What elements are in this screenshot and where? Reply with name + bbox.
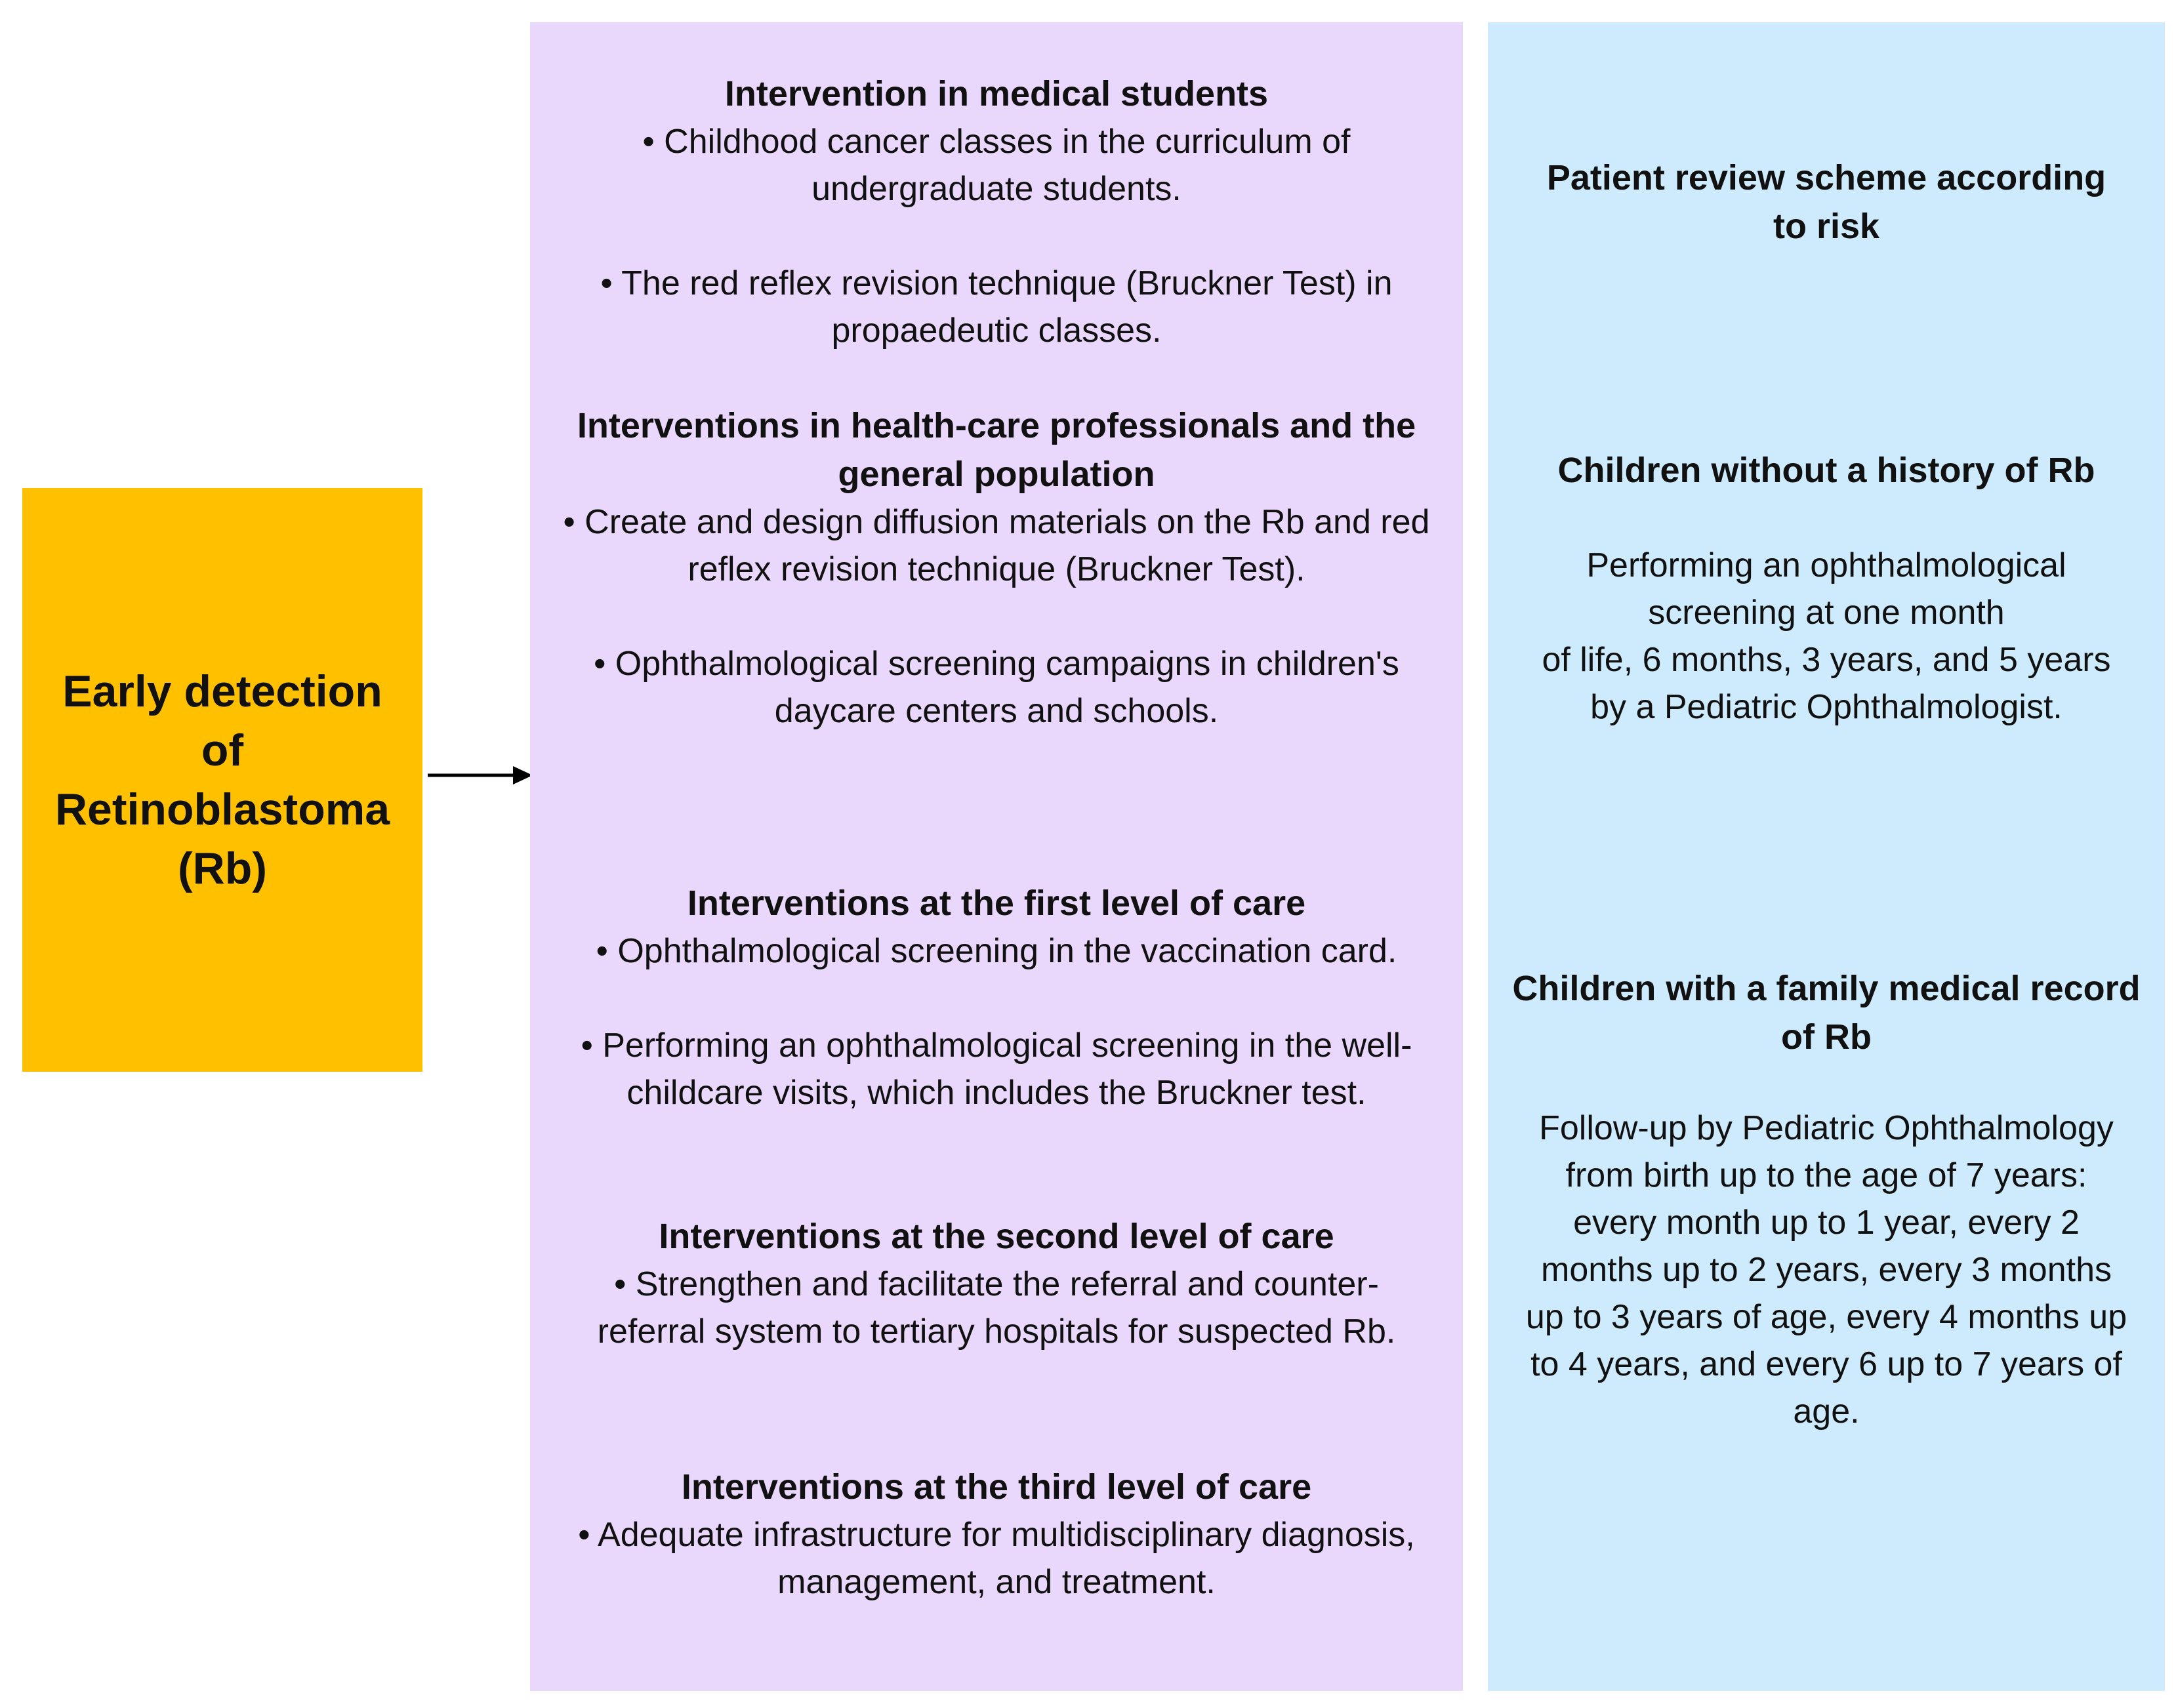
patient-review-panel [1488,22,2165,1691]
section-heading: Interventions at the second level of care [659,1217,1334,1256]
section-heading: Interventions at the third level of care [681,1467,1312,1507]
bullet-item: • Childhood cancer classes in the curriculum of undergraduate students. [642,123,1351,208]
early-detection-box [22,488,422,1072]
group-heading: Children with a family medical record of Rb [1512,969,2141,1057]
section-first-level-care [544,879,1449,1116]
section-medical-students [550,70,1443,354]
bullet-item: • Strengthen and facilitate the referral and counter- referral system to tertiary hospitals for suspected Rb. [597,1265,1396,1351]
bullet-item: • Ophthalmological screening campaigns in children's daycare centers and schools. [594,645,1399,730]
bullet-item: • The red reflex revision technique (Bruckner Test) in propaedeutic classes. [600,264,1393,350]
group-text: Performing an ophthalmological screening at one month of life, 6 months, 3 years, and 5 years by a Pediatric Ophthalmologist. [1542,546,2111,726]
section-heading: Interventions at the first level of care [687,884,1306,923]
section-heading: Interventions in health-care professionals and the general population [577,406,1416,494]
group-family-record [1498,964,2154,1435]
bullet-item: • Ophthalmological screening in the vaccination card. [596,932,1397,970]
group-heading: Children without a history of Rb [1557,451,2095,490]
bullet-item: • Performing an ophthalmological screening in the well- childcare visits, which includes the Bruckner test. [581,1027,1412,1112]
section-third-level-care [544,1463,1449,1606]
section-health-care-professionals [544,401,1449,735]
patient-review-title: Patient review scheme according to risk [1546,158,2106,246]
interventions-panel [530,22,1463,1691]
group-without-history [1502,446,2151,731]
bullet-item: • Adequate infrastructure for multidisciplinary diagnosis, management, and treatment. [578,1516,1415,1601]
bullet-item: • Create and design diffusion materials on the Rb and red reflex revision technique (Bruckner Test). [563,503,1430,588]
section-second-level-care [544,1212,1449,1355]
arrow-connector [428,762,533,788]
section-heading: Intervention in medical students [724,74,1269,113]
group-text: Follow-up by Pediatric Ophthalmology from birth up to the age of 7 years: every month up to 1 year, every 2 months up to 2 years, every 3 months up to 3 years of age, every 4 months up to 4 years, and every 6 up to 7 years of age. [1525,1109,2127,1431]
early-detection-title: Early detection of Retinoblastoma (Rb) [54,666,390,893]
